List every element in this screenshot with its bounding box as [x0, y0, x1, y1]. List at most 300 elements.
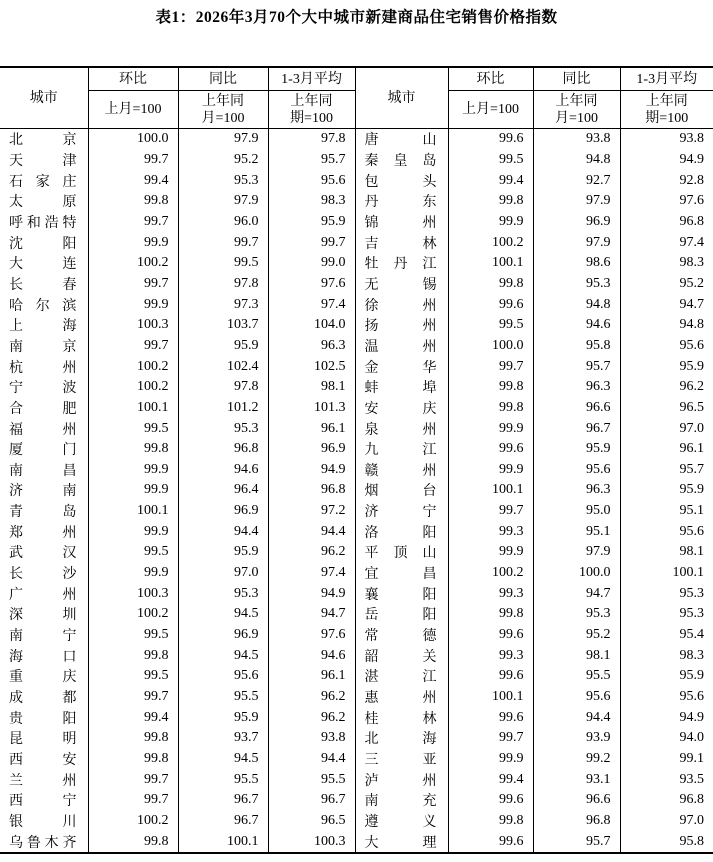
avg-value-cell: 97.4 [268, 563, 355, 584]
yoy-value-cell: 96.7 [178, 790, 268, 811]
yoy-value-cell: 95.2 [178, 150, 268, 171]
city-name-cell: 南京 [0, 336, 88, 357]
table-row [0, 294, 713, 315]
city-name-cell: 洛阳 [355, 521, 448, 542]
header-avg-base-line1: 上年同 [621, 93, 713, 110]
avg-value-cell: 96.2 [620, 377, 713, 398]
table-row [0, 769, 713, 790]
mom-value-cell: 99.7 [88, 336, 178, 357]
city-name-cell: 襄阳 [355, 583, 448, 604]
avg-value-cell: 96.9 [268, 439, 355, 460]
city-name-cell: 湛江 [355, 666, 448, 687]
yoy-value-cell: 95.9 [178, 707, 268, 728]
city-name-cell: 大理 [355, 831, 448, 853]
price-index-table [0, 66, 713, 854]
table-row [0, 811, 713, 832]
yoy-value-cell: 97.9 [533, 542, 620, 563]
mom-value-cell: 99.9 [88, 460, 178, 481]
mom-value-cell: 100.3 [88, 315, 178, 336]
avg-value-cell: 104.0 [268, 315, 355, 336]
yoy-value-cell: 95.3 [178, 583, 268, 604]
mom-value-cell: 99.6 [448, 439, 533, 460]
city-name-cell: 常德 [355, 625, 448, 646]
avg-value-cell: 96.1 [268, 666, 355, 687]
yoy-value-cell: 95.0 [533, 501, 620, 522]
mom-value-cell: 99.6 [448, 294, 533, 315]
header-mom-base-left: 上月=100 [88, 91, 178, 129]
mom-value-cell: 99.3 [448, 645, 533, 666]
city-name-cell: 北海 [355, 728, 448, 749]
mom-value-cell: 99.6 [448, 666, 533, 687]
yoy-value-cell: 93.9 [533, 728, 620, 749]
city-name-cell: 包头 [355, 170, 448, 191]
header-yoy-base-left [178, 91, 268, 129]
mom-value-cell: 99.8 [448, 604, 533, 625]
header-avg-base-line2: 期=100 [621, 110, 713, 127]
mom-value-cell: 100.2 [88, 604, 178, 625]
table-row [0, 377, 713, 398]
city-name-cell: 徐州 [355, 294, 448, 315]
table-row [0, 583, 713, 604]
avg-value-cell: 93.5 [620, 769, 713, 790]
avg-value-cell: 94.9 [268, 583, 355, 604]
city-name-cell: 大连 [0, 253, 88, 274]
mom-value-cell: 99.9 [88, 480, 178, 501]
avg-value-cell: 97.8 [268, 129, 355, 150]
yoy-value-cell: 98.1 [533, 645, 620, 666]
city-name-cell: 乌鲁木齐 [0, 831, 88, 853]
yoy-value-cell: 96.7 [178, 811, 268, 832]
city-name-cell: 桂林 [355, 707, 448, 728]
mom-value-cell: 100.0 [88, 129, 178, 150]
yoy-value-cell: 93.1 [533, 769, 620, 790]
table-row [0, 398, 713, 419]
avg-value-cell: 95.6 [268, 170, 355, 191]
yoy-value-cell: 97.8 [178, 377, 268, 398]
yoy-value-cell: 98.6 [533, 253, 620, 274]
mom-value-cell: 99.4 [448, 769, 533, 790]
avg-value-cell: 101.3 [268, 398, 355, 419]
mom-value-cell: 99.3 [448, 583, 533, 604]
yoy-value-cell: 97.9 [533, 191, 620, 212]
yoy-value-cell: 102.4 [178, 356, 268, 377]
table-body [0, 129, 713, 853]
yoy-value-cell: 95.5 [178, 687, 268, 708]
yoy-value-cell: 100.0 [533, 563, 620, 584]
table-row [0, 666, 713, 687]
mom-value-cell: 100.1 [88, 398, 178, 419]
avg-value-cell: 94.7 [268, 604, 355, 625]
mom-value-cell: 100.2 [88, 811, 178, 832]
table-row [0, 170, 713, 191]
table-row [0, 480, 713, 501]
mom-value-cell: 100.1 [88, 501, 178, 522]
yoy-value-cell: 96.6 [533, 398, 620, 419]
yoy-value-cell: 99.5 [178, 253, 268, 274]
header-avg-right: 1-3月平均 [620, 67, 713, 91]
avg-value-cell: 97.6 [268, 274, 355, 295]
yoy-value-cell: 95.6 [178, 666, 268, 687]
avg-value-cell: 95.6 [620, 336, 713, 357]
table-row [0, 315, 713, 336]
avg-value-cell: 94.9 [620, 150, 713, 171]
city-name-cell: 吉林 [355, 232, 448, 253]
avg-value-cell: 99.7 [268, 232, 355, 253]
header-mom-base-right: 上月=100 [448, 91, 533, 129]
yoy-value-cell: 96.8 [178, 439, 268, 460]
header-avg-left: 1-3月平均 [268, 67, 355, 91]
city-name-cell: 济宁 [355, 501, 448, 522]
yoy-value-cell: 94.7 [533, 583, 620, 604]
table-row [0, 191, 713, 212]
city-name-cell: 牡丹江 [355, 253, 448, 274]
avg-value-cell: 96.2 [268, 542, 355, 563]
avg-value-cell: 96.5 [268, 811, 355, 832]
avg-value-cell: 102.5 [268, 356, 355, 377]
city-name-cell: 三亚 [355, 749, 448, 770]
avg-value-cell: 96.8 [268, 480, 355, 501]
table-row [0, 212, 713, 233]
city-name-cell: 兰州 [0, 769, 88, 790]
avg-value-cell: 100.3 [268, 831, 355, 853]
city-name-cell: 成都 [0, 687, 88, 708]
city-name-cell: 南昌 [0, 460, 88, 481]
table-row [0, 625, 713, 646]
avg-value-cell: 95.9 [620, 666, 713, 687]
city-name-cell: 无锡 [355, 274, 448, 295]
city-name-cell: 秦皇岛 [355, 150, 448, 171]
mom-value-cell: 99.9 [88, 521, 178, 542]
header-city-left: 城市 [0, 67, 88, 129]
avg-value-cell: 95.8 [620, 831, 713, 853]
yoy-value-cell: 94.5 [178, 645, 268, 666]
yoy-value-cell: 96.4 [178, 480, 268, 501]
mom-value-cell: 99.9 [88, 232, 178, 253]
header-avg-base-left [268, 91, 355, 129]
page-title: 表1：2026年3月70个大中城市新建商品住宅销售价格指数 [0, 8, 713, 66]
avg-value-cell: 99.1 [620, 749, 713, 770]
avg-value-cell: 95.5 [268, 769, 355, 790]
mom-value-cell: 99.9 [88, 294, 178, 315]
yoy-value-cell: 95.3 [533, 604, 620, 625]
city-name-cell: 岳阳 [355, 604, 448, 625]
yoy-value-cell: 103.7 [178, 315, 268, 336]
table-row [0, 521, 713, 542]
city-name-cell: 南充 [355, 790, 448, 811]
avg-value-cell: 96.1 [620, 439, 713, 460]
yoy-value-cell: 93.7 [178, 728, 268, 749]
city-name-cell: 长沙 [0, 563, 88, 584]
city-name-cell: 安庆 [355, 398, 448, 419]
mom-value-cell: 100.2 [88, 356, 178, 377]
mom-value-cell: 99.4 [448, 170, 533, 191]
mom-value-cell: 99.9 [88, 563, 178, 584]
mom-value-cell: 100.2 [88, 253, 178, 274]
city-name-cell: 烟台 [355, 480, 448, 501]
avg-value-cell: 95.9 [620, 480, 713, 501]
yoy-value-cell: 95.3 [178, 418, 268, 439]
avg-value-cell: 95.7 [268, 150, 355, 171]
mom-value-cell: 99.9 [448, 418, 533, 439]
yoy-value-cell: 96.9 [178, 625, 268, 646]
table-row [0, 336, 713, 357]
yoy-value-cell: 94.4 [533, 707, 620, 728]
header-yoy-base-line2: 月=100 [179, 110, 268, 127]
avg-value-cell: 95.6 [620, 687, 713, 708]
mom-value-cell: 99.7 [88, 769, 178, 790]
header-avg-base-line1: 上年同 [269, 93, 355, 110]
city-name-cell: 石家庄 [0, 170, 88, 191]
mom-value-cell: 99.8 [448, 398, 533, 419]
mom-value-cell: 99.7 [88, 687, 178, 708]
mom-value-cell: 99.8 [88, 831, 178, 853]
yoy-value-cell: 97.3 [178, 294, 268, 315]
avg-value-cell: 99.0 [268, 253, 355, 274]
mom-value-cell: 100.0 [448, 336, 533, 357]
avg-value-cell: 94.6 [268, 645, 355, 666]
city-name-cell: 唐山 [355, 129, 448, 150]
avg-value-cell: 92.8 [620, 170, 713, 191]
yoy-value-cell: 95.3 [178, 170, 268, 191]
table-row [0, 274, 713, 295]
city-name-cell: 金华 [355, 356, 448, 377]
yoy-value-cell: 95.7 [533, 356, 620, 377]
mom-value-cell: 99.6 [448, 790, 533, 811]
avg-value-cell: 98.3 [620, 645, 713, 666]
avg-value-cell: 96.1 [268, 418, 355, 439]
mom-value-cell: 99.7 [88, 212, 178, 233]
yoy-value-cell: 94.8 [533, 150, 620, 171]
city-name-cell: 杭州 [0, 356, 88, 377]
header-yoy-base-line1: 上年同 [179, 93, 268, 110]
city-name-cell: 遵义 [355, 811, 448, 832]
yoy-value-cell: 92.7 [533, 170, 620, 191]
mom-value-cell: 100.1 [448, 253, 533, 274]
yoy-value-cell: 95.9 [178, 542, 268, 563]
mom-value-cell: 99.7 [448, 356, 533, 377]
avg-value-cell: 96.5 [620, 398, 713, 419]
city-name-cell: 济南 [0, 480, 88, 501]
mom-value-cell: 99.7 [88, 274, 178, 295]
header-mom-right: 环比 [448, 67, 533, 91]
city-name-cell: 丹东 [355, 191, 448, 212]
city-name-cell: 武汉 [0, 542, 88, 563]
city-name-cell: 温州 [355, 336, 448, 357]
avg-value-cell: 96.3 [268, 336, 355, 357]
mom-value-cell: 99.7 [448, 501, 533, 522]
yoy-value-cell: 95.7 [533, 831, 620, 853]
mom-value-cell: 100.2 [88, 377, 178, 398]
avg-value-cell: 98.1 [620, 542, 713, 563]
mom-value-cell: 100.2 [448, 232, 533, 253]
table-row [0, 749, 713, 770]
header-row-groups [0, 67, 713, 91]
city-name-cell: 广州 [0, 583, 88, 604]
yoy-value-cell: 96.8 [533, 811, 620, 832]
city-name-cell: 福州 [0, 418, 88, 439]
city-name-cell: 泉州 [355, 418, 448, 439]
yoy-value-cell: 95.3 [533, 274, 620, 295]
avg-value-cell: 97.2 [268, 501, 355, 522]
city-name-cell: 宜昌 [355, 563, 448, 584]
mom-value-cell: 99.9 [448, 212, 533, 233]
city-name-cell: 上海 [0, 315, 88, 336]
mom-value-cell: 99.5 [88, 625, 178, 646]
city-name-cell: 厦门 [0, 439, 88, 460]
yoy-value-cell: 95.1 [533, 521, 620, 542]
table-row [0, 232, 713, 253]
mom-value-cell: 99.9 [448, 460, 533, 481]
avg-value-cell: 95.9 [620, 356, 713, 377]
yoy-value-cell: 94.5 [178, 749, 268, 770]
table-row [0, 129, 713, 150]
city-name-cell: 蚌埠 [355, 377, 448, 398]
avg-value-cell: 94.7 [620, 294, 713, 315]
yoy-value-cell: 93.8 [533, 129, 620, 150]
yoy-value-cell: 95.6 [533, 460, 620, 481]
city-name-cell: 贵阳 [0, 707, 88, 728]
mom-value-cell: 100.1 [448, 480, 533, 501]
table-row [0, 501, 713, 522]
mom-value-cell: 99.8 [448, 377, 533, 398]
table-row [0, 439, 713, 460]
avg-value-cell: 97.4 [620, 232, 713, 253]
yoy-value-cell: 96.0 [178, 212, 268, 233]
table-row [0, 356, 713, 377]
mom-value-cell: 100.2 [448, 563, 533, 584]
city-name-cell: 天津 [0, 150, 88, 171]
table-row [0, 687, 713, 708]
avg-value-cell: 97.4 [268, 294, 355, 315]
yoy-value-cell: 97.8 [178, 274, 268, 295]
table-row [0, 418, 713, 439]
city-name-cell: 九江 [355, 439, 448, 460]
mom-value-cell: 99.9 [448, 542, 533, 563]
mom-value-cell: 99.6 [448, 831, 533, 853]
city-name-cell: 深圳 [0, 604, 88, 625]
avg-value-cell: 96.8 [620, 790, 713, 811]
yoy-value-cell: 97.9 [178, 191, 268, 212]
yoy-value-cell: 95.5 [533, 666, 620, 687]
mom-value-cell: 99.7 [88, 790, 178, 811]
avg-value-cell: 95.7 [620, 460, 713, 481]
mom-value-cell: 100.3 [88, 583, 178, 604]
yoy-value-cell: 94.8 [533, 294, 620, 315]
yoy-value-cell: 95.6 [533, 687, 620, 708]
mom-value-cell: 99.6 [448, 129, 533, 150]
city-name-cell: 宁波 [0, 377, 88, 398]
yoy-value-cell: 95.5 [178, 769, 268, 790]
city-name-cell: 锦州 [355, 212, 448, 233]
mom-value-cell: 99.7 [448, 728, 533, 749]
mom-value-cell: 99.4 [88, 170, 178, 191]
table-row [0, 604, 713, 625]
avg-value-cell: 97.0 [620, 418, 713, 439]
mom-value-cell: 99.6 [448, 707, 533, 728]
city-name-cell: 太原 [0, 191, 88, 212]
city-name-cell: 长春 [0, 274, 88, 295]
mom-value-cell: 99.8 [448, 811, 533, 832]
city-name-cell: 哈尔滨 [0, 294, 88, 315]
mom-value-cell: 99.8 [88, 749, 178, 770]
avg-value-cell: 96.2 [268, 707, 355, 728]
mom-value-cell: 100.1 [448, 687, 533, 708]
city-name-cell: 海口 [0, 645, 88, 666]
avg-value-cell: 94.4 [268, 749, 355, 770]
yoy-value-cell: 95.8 [533, 336, 620, 357]
city-name-cell: 韶关 [355, 645, 448, 666]
avg-value-cell: 94.8 [620, 315, 713, 336]
avg-value-cell: 95.6 [620, 521, 713, 542]
yoy-value-cell: 96.3 [533, 480, 620, 501]
avg-value-cell: 93.8 [268, 728, 355, 749]
mom-value-cell: 99.4 [88, 707, 178, 728]
city-name-cell: 西宁 [0, 790, 88, 811]
city-name-cell: 泸州 [355, 769, 448, 790]
yoy-value-cell: 101.2 [178, 398, 268, 419]
yoy-value-cell: 97.0 [178, 563, 268, 584]
city-name-cell: 扬州 [355, 315, 448, 336]
city-name-cell: 惠州 [355, 687, 448, 708]
avg-value-cell: 95.3 [620, 583, 713, 604]
mom-value-cell: 99.5 [88, 666, 178, 687]
mom-value-cell: 99.5 [88, 418, 178, 439]
avg-value-cell: 96.7 [268, 790, 355, 811]
mom-value-cell: 99.3 [448, 521, 533, 542]
table-row [0, 542, 713, 563]
header-yoy-left: 同比 [178, 67, 268, 91]
avg-value-cell: 95.9 [268, 212, 355, 233]
mom-value-cell: 99.8 [88, 191, 178, 212]
city-name-cell: 合肥 [0, 398, 88, 419]
yoy-value-cell: 95.2 [533, 625, 620, 646]
city-name-cell: 昆明 [0, 728, 88, 749]
table-row [0, 728, 713, 749]
city-name-cell: 北京 [0, 129, 88, 150]
mom-value-cell: 99.8 [448, 274, 533, 295]
avg-value-cell: 96.8 [620, 212, 713, 233]
mom-value-cell: 99.5 [448, 150, 533, 171]
avg-value-cell: 95.4 [620, 625, 713, 646]
avg-value-cell: 100.1 [620, 563, 713, 584]
table-row [0, 645, 713, 666]
table-row [0, 707, 713, 728]
header-mom-left: 环比 [88, 67, 178, 91]
yoy-value-cell: 96.9 [178, 501, 268, 522]
city-name-cell: 西安 [0, 749, 88, 770]
avg-value-cell: 94.4 [268, 521, 355, 542]
header-yoy-base-right [533, 91, 620, 129]
mom-value-cell: 99.5 [448, 315, 533, 336]
avg-value-cell: 97.6 [620, 191, 713, 212]
city-name-cell: 银川 [0, 811, 88, 832]
table-row [0, 790, 713, 811]
header-yoy-base-line2: 月=100 [534, 110, 620, 127]
avg-value-cell: 95.3 [620, 604, 713, 625]
yoy-value-cell: 94.6 [533, 315, 620, 336]
avg-value-cell: 98.3 [268, 191, 355, 212]
avg-value-cell: 94.0 [620, 728, 713, 749]
mom-value-cell: 99.7 [88, 150, 178, 171]
table-row [0, 253, 713, 274]
avg-value-cell: 97.6 [268, 625, 355, 646]
avg-value-cell: 95.1 [620, 501, 713, 522]
table-header [0, 67, 713, 129]
yoy-value-cell: 95.9 [178, 336, 268, 357]
city-name-cell: 南宁 [0, 625, 88, 646]
avg-value-cell: 96.2 [268, 687, 355, 708]
mom-value-cell: 99.8 [88, 728, 178, 749]
